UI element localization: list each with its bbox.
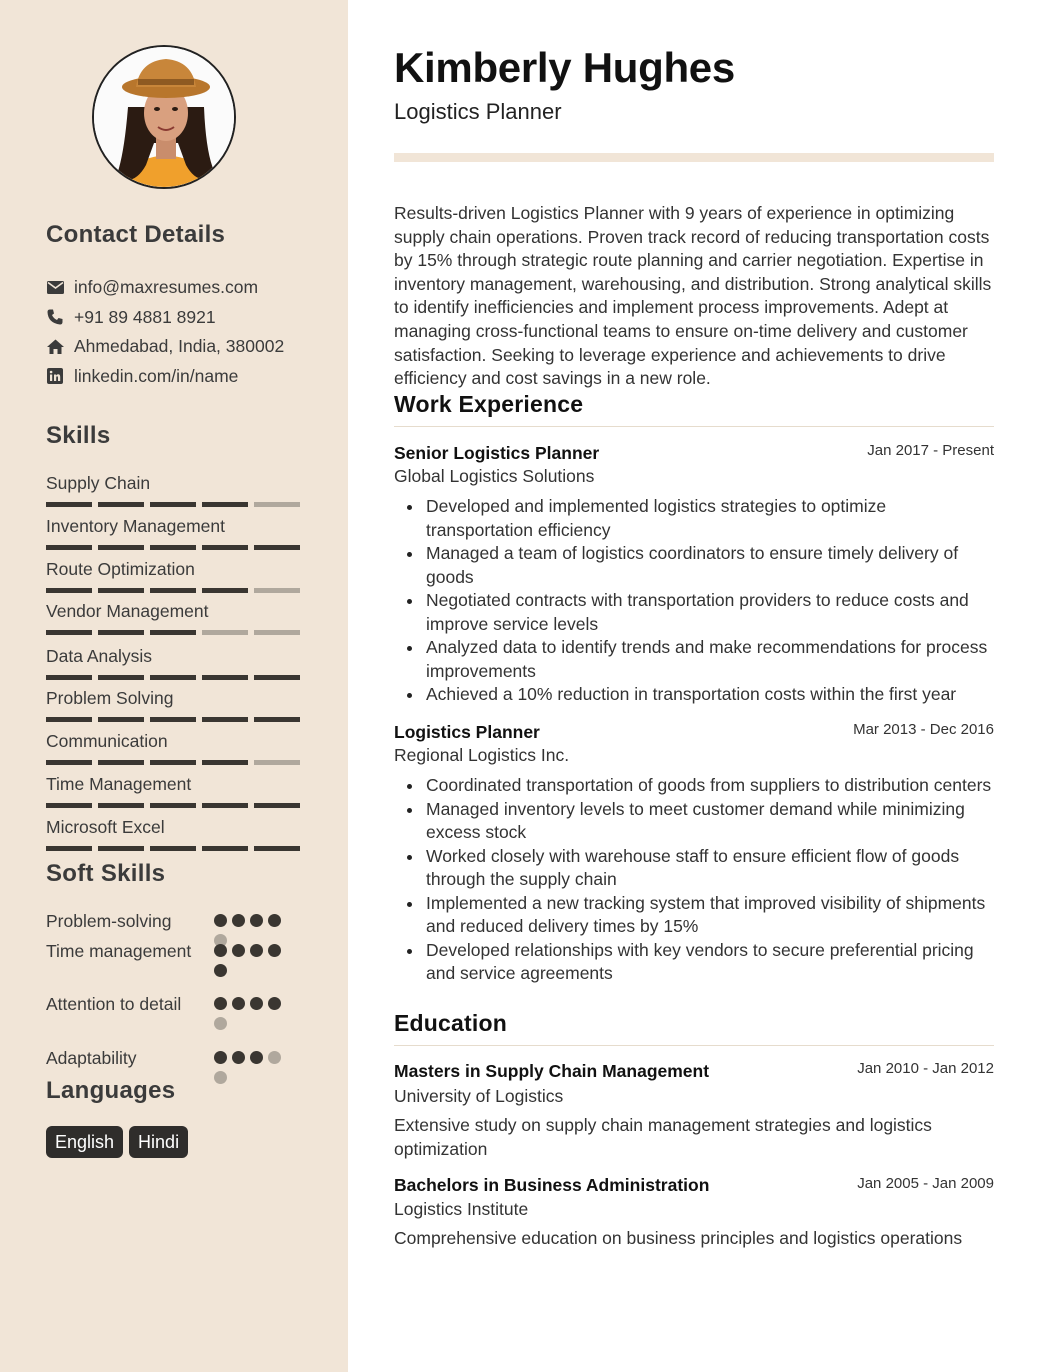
skill-level-segment (202, 502, 248, 507)
job-bullet: Managed a team of logistics coordinators to ensure timely delivery of goods (394, 542, 994, 589)
job-title: Senior Logistics Planner (394, 443, 600, 463)
skill-level-segment (98, 675, 144, 680)
rating-dot (232, 1051, 245, 1064)
rating-dot (250, 1051, 263, 1064)
skill-level-segment (202, 803, 248, 808)
skill-label: Vendor Management (46, 601, 209, 621)
skill-item (46, 515, 302, 550)
job-company: Global Logistics Solutions (394, 466, 595, 486)
skill-level-segment (150, 846, 196, 851)
skill-level-segment (98, 588, 144, 593)
skill-label: Problem Solving (46, 688, 174, 708)
skill-level-segment (150, 502, 196, 507)
skill-level-segment (150, 588, 196, 593)
rating-dot (250, 944, 263, 957)
skill-level-bar (46, 588, 302, 593)
main-content (394, 0, 994, 1372)
skill-label: Supply Chain (46, 473, 151, 493)
skill-level-segment (254, 502, 300, 507)
skill-level-bar (46, 630, 302, 635)
skill-level-segment (202, 545, 248, 550)
languages-list (46, 1126, 188, 1158)
sidebar (0, 0, 348, 1372)
skill-level-segment (46, 675, 92, 680)
rating-dot (250, 997, 263, 1010)
skill-level-segment (150, 803, 196, 808)
skill-level-segment (46, 846, 92, 851)
skill-level-segment (150, 760, 196, 765)
rating-dot (268, 1051, 281, 1064)
skill-level-segment (202, 846, 248, 851)
skill-level-bar (46, 545, 302, 550)
skill-label: Communication (46, 731, 168, 751)
skill-level-segment (254, 760, 300, 765)
soft-skill-rating (214, 944, 286, 977)
contact-phone[interactable] (46, 306, 216, 328)
rating-dot (214, 964, 227, 977)
skill-level-segment (254, 803, 300, 808)
soft-skill-item (46, 992, 306, 1016)
degree-date: Jan 2010 - Jan 2012 (857, 1060, 994, 1077)
soft-skill-label: Problem-solving (46, 911, 172, 931)
rating-dot (232, 944, 245, 957)
job-bullets (394, 495, 994, 707)
section-divider (394, 426, 994, 427)
skill-level-bar (46, 675, 302, 680)
skill-label: Data Analysis (46, 646, 153, 666)
rating-dot (268, 914, 281, 927)
degree-description: Comprehensive education on business principles and logistics operations (394, 1228, 963, 1248)
soft-skill-rating (214, 997, 286, 1030)
soft-skill-rating (214, 1051, 286, 1084)
skill-level-segment (254, 846, 300, 851)
home-icon (46, 337, 64, 355)
skill-level-segment (202, 630, 248, 635)
job-bullets (394, 774, 994, 986)
job-bullet: Developed and implemented logistics strategies to optimize transportation efficiency (394, 495, 994, 542)
skill-level-segment (98, 760, 144, 765)
job-bullet: Worked closely with warehouse staff to ensure efficient flow of goods through the supply chain (394, 845, 994, 892)
soft-skill-label: Adaptability (46, 1048, 137, 1068)
skill-level-segment (202, 675, 248, 680)
skill-level-segment (254, 675, 300, 680)
soft-skill-label: Time management (46, 941, 192, 961)
rating-dot (214, 914, 227, 927)
job-bullet: Implemented a new tracking system that improved visibility of shipments and reduced delivery times by 15% (394, 892, 994, 939)
skill-item (46, 773, 302, 808)
skill-level-segment (46, 502, 92, 507)
skill-item (46, 558, 302, 593)
degree-title: Bachelors in Business Administration (394, 1175, 710, 1195)
skill-level-segment (254, 717, 300, 722)
skill-level-bar (46, 846, 302, 851)
skill-level-segment (202, 760, 248, 765)
soft-skill-item (46, 1046, 306, 1070)
school-name: Logistics Institute (394, 1199, 529, 1219)
skill-level-segment (98, 717, 144, 722)
contact-heading: Contact Details (46, 221, 226, 248)
skill-item (46, 600, 302, 635)
skill-item (46, 472, 302, 507)
contact-phone-text: +91 89 4881 8921 (74, 306, 216, 327)
skill-item (46, 687, 302, 722)
skill-level-bar (46, 717, 302, 722)
skill-level-segment (98, 545, 144, 550)
skill-level-segment (150, 630, 196, 635)
skill-level-segment (46, 760, 92, 765)
contact-email-text: info@maxresumes.com (74, 276, 259, 297)
degree-description: Extensive study on supply chain management strategies and logistics optimization (394, 1115, 932, 1159)
job-bullet: Coordinated transportation of goods from suppliers to distribution centers (394, 774, 994, 798)
skill-level-bar (46, 760, 302, 765)
header-divider (394, 153, 994, 162)
skill-level-segment (254, 630, 300, 635)
rating-dot (268, 997, 281, 1010)
education-heading: Education (394, 1010, 507, 1036)
profile-summary: Results-driven Logistics Planner with 9 years of experience in optimizing supply chain operations. Proven track record of reducing transportation costs by 15% through strategic route planning and carrier negotiation. Expertise in inventory management, warehousing, and distribution. Strong analytical skills to identify inefficiencies and implement process improvements. Adept at managing cross-functional teams to ensure on-time delivery and customer satisfaction. Seeking to leverage experience and achievements to drive efficiency and cost savings in a new role. (394, 203, 992, 389)
skill-level-segment (46, 545, 92, 550)
soft-skill-item (46, 909, 306, 933)
skill-level-segment (254, 588, 300, 593)
rating-dot (268, 944, 281, 957)
skill-level-segment (254, 545, 300, 550)
work-experience-heading: Work Experience (394, 391, 584, 417)
degree-date: Jan 2005 - Jan 2009 (857, 1175, 994, 1192)
soft-skill-label: Attention to detail (46, 994, 182, 1014)
soft-skills-heading: Soft Skills (46, 860, 166, 887)
skill-level-segment (202, 588, 248, 593)
candidate-title: Logistics Planner (394, 99, 562, 124)
rating-dot (214, 997, 227, 1010)
skill-level-segment (46, 630, 92, 635)
rating-dot (232, 914, 245, 927)
skill-level-bar (46, 502, 302, 507)
skill-level-segment (46, 588, 92, 593)
skill-label: Time Management (46, 774, 192, 794)
phone-icon (46, 308, 64, 326)
skill-level-segment (202, 717, 248, 722)
job-bullet: Managed inventory levels to meet customer demand while minimizing excess stock (394, 798, 994, 845)
degree-title: Masters in Supply Chain Management (394, 1061, 710, 1081)
rating-dot (232, 997, 245, 1010)
contact-address (46, 335, 284, 357)
skill-level-segment (98, 630, 144, 635)
rating-dot (214, 1071, 227, 1084)
job-bullet: Developed relationships with key vendors to secure preferential pricing and service agreements (394, 939, 994, 986)
job-bullet: Negotiated contracts with transportation providers to reduce costs and improve service levels (394, 589, 994, 636)
contact-linkedin[interactable] (46, 365, 238, 387)
contact-email[interactable] (46, 276, 258, 298)
candidate-name: Kimberly Hughes (394, 44, 735, 91)
profile-photo (92, 45, 236, 189)
contact-linkedin-text: linkedin.com/in/name (74, 365, 239, 386)
skill-label: Microsoft Excel (46, 817, 165, 837)
rating-dot (214, 944, 227, 957)
skill-item (46, 816, 302, 851)
job-date: Mar 2013 - Dec 2016 (853, 721, 994, 738)
envelope-icon (46, 278, 64, 296)
skill-label: Inventory Management (46, 516, 225, 536)
skill-level-segment (98, 846, 144, 851)
skill-level-bar (46, 803, 302, 808)
skill-level-segment (46, 803, 92, 808)
skill-level-segment (150, 717, 196, 722)
rating-dot (214, 1051, 227, 1064)
skill-item (46, 730, 302, 765)
school-name: University of Logistics (394, 1086, 564, 1106)
skill-level-segment (150, 675, 196, 680)
job-date: Jan 2017 - Present (867, 442, 994, 459)
section-divider (394, 1045, 994, 1046)
skills-heading: Skills (46, 422, 111, 449)
skill-level-segment (98, 502, 144, 507)
skill-level-segment (150, 545, 196, 550)
skill-label: Route Optimization (46, 559, 195, 579)
language-badge: Hindi (129, 1126, 188, 1158)
soft-skill-item (46, 939, 306, 963)
job-title: Logistics Planner (394, 722, 540, 742)
languages-heading: Languages (46, 1077, 176, 1104)
skill-level-segment (98, 803, 144, 808)
job-bullet: Achieved a 10% reduction in transportation costs within the first year (394, 683, 994, 707)
rating-dot (250, 914, 263, 927)
language-badge: English (46, 1126, 123, 1158)
job-bullet: Analyzed data to identify trends and make recommendations for process improvements (394, 636, 994, 683)
contact-address-text: Ahmedabad, India, 380002 (74, 335, 285, 356)
rating-dot (214, 1017, 227, 1030)
skill-level-segment (46, 717, 92, 722)
job-company: Regional Logistics Inc. (394, 745, 570, 765)
skill-item (46, 645, 302, 680)
linkedin-icon (46, 367, 64, 385)
